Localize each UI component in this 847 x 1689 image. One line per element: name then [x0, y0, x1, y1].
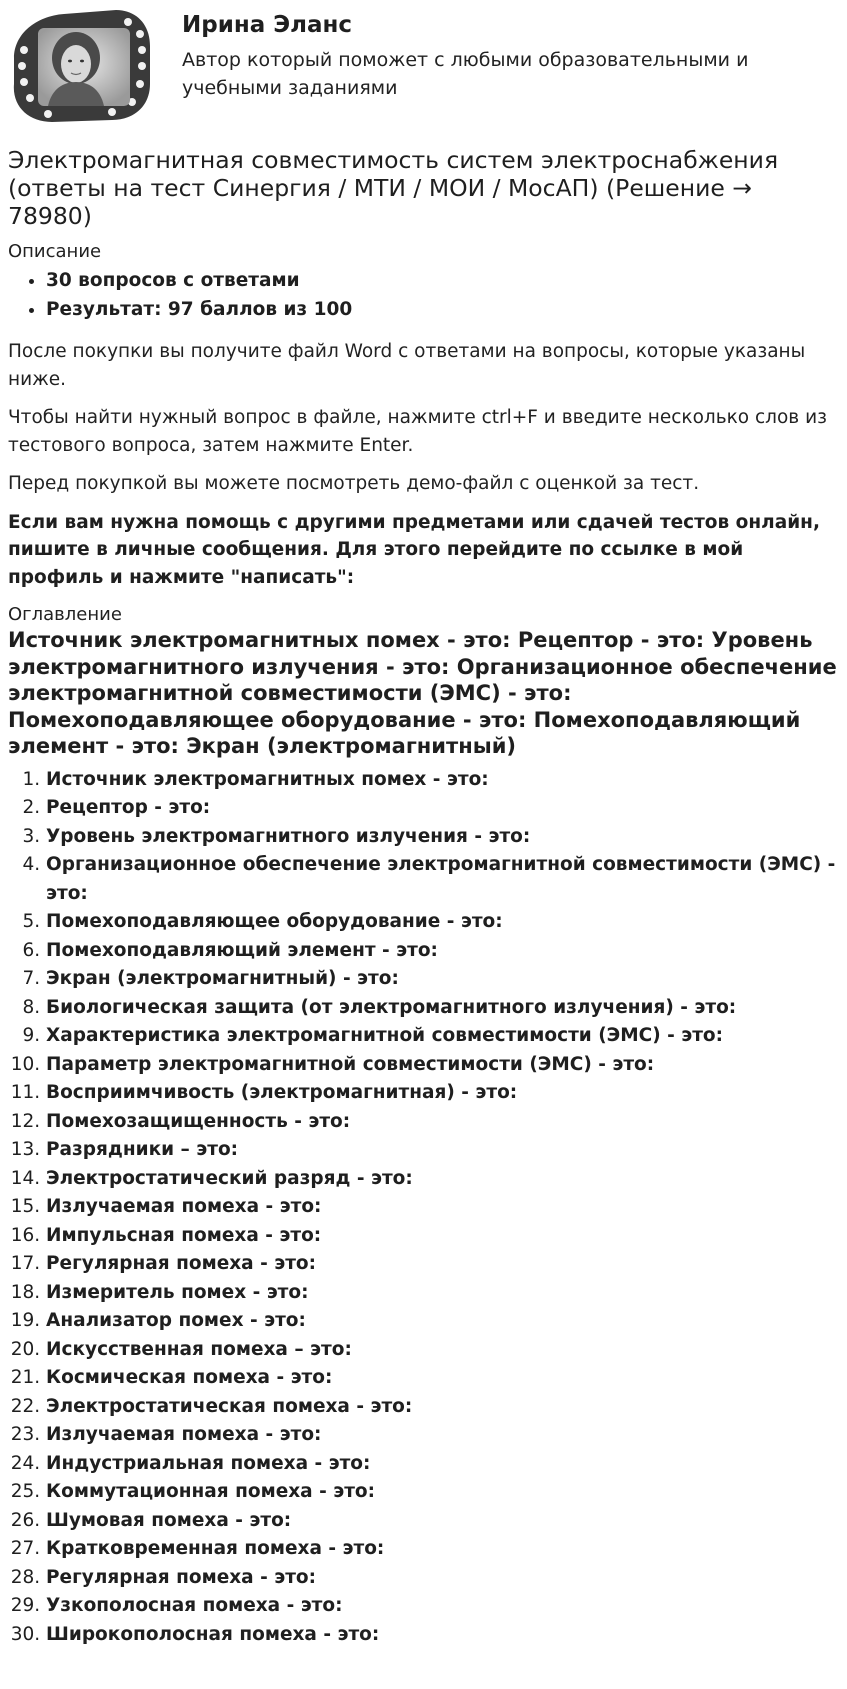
- summary-list: [8, 266, 839, 324]
- help-note: Если вам нужна помощь с другими предметами или сдачей тестов онлайн, пишите в личные сообщения. Для этого перейдите по ссылке в мой профиль и нажмите "написать":: [8, 511, 820, 588]
- toc-label: Оглавление: [8, 604, 122, 625]
- question-item: 26. Шумовая помеха - это:: [46, 1507, 839, 1536]
- description-label: Описание: [8, 241, 102, 262]
- product-page: [8, 0, 839, 1649]
- questions-list: [8, 766, 839, 1650]
- question-item: 2. Рецептор - это:: [46, 794, 839, 823]
- page-title: Электромагнитная совместимость систем электроснабжения (ответы на тест Синергия / МТИ / МОИ / МосАП) (Решение → 78980): [8, 146, 779, 230]
- question-item: 4. Организационное обеспечение электромагнитной совместимости (ЭМС) - это:: [46, 851, 839, 908]
- question-item: 12. Помехозащищенность - это:: [46, 1108, 839, 1137]
- author-card: [8, 0, 839, 130]
- author-name[interactable]: Ирина Эланс: [182, 12, 353, 38]
- question-item: 28. Регулярная помеха - это:: [46, 1564, 839, 1593]
- question-item: 3. Уровень электромагнитного излучения - это:: [46, 823, 839, 852]
- author-avatar[interactable]: [8, 6, 156, 124]
- question-item: 9. Характеристика электромагнитной совместимости (ЭМС) - это:: [46, 1022, 839, 1051]
- toc-heading: Источник электромагнитных помех - это: Рецептор - это: Уровень электромагнитного излучения - это: Организационное обеспечение электромагнитной совместимости (ЭМС) - это: Помехоподавляющее оборудование - это: Помехоподавляющий элемент - это: Экран (электромагнитный): [8, 628, 837, 758]
- question-item: 29. Узкополосная помеха - это:: [46, 1592, 839, 1621]
- question-item: 15. Излучаемая помеха - это:: [46, 1193, 839, 1222]
- question-item: 21. Космическая помеха - это:: [46, 1364, 839, 1393]
- question-item: 30. Широкополосная помеха - это:: [46, 1621, 839, 1650]
- author-description: Автор который поможет с любыми образовательными и учебными заданиями: [182, 49, 749, 99]
- question-item: 14. Электростатический разряд - это:: [46, 1165, 839, 1194]
- question-item: 19. Анализатор помех - это:: [46, 1307, 839, 1336]
- question-item: 16. Импульсная помеха - это:: [46, 1222, 839, 1251]
- question-item: 13. Разрядники – это:: [46, 1136, 839, 1165]
- purchase-info: После покупки вы получите файл Word с ответами на вопросы, которые указаны ниже.: [8, 341, 806, 390]
- question-item: 11. Восприимчивость (электромагнитная) - это:: [46, 1079, 839, 1108]
- question-item: 10. Параметр электромагнитной совместимости (ЭМС) - это:: [46, 1051, 839, 1080]
- demo-info: Перед покупкой вы можете посмотреть демо-файл с оценкой за тест.: [8, 473, 700, 494]
- question-item: 17. Регулярная помеха - это:: [46, 1250, 839, 1279]
- question-item: 25. Коммутационная помеха - это:: [46, 1478, 839, 1507]
- search-tip: Чтобы найти нужный вопрос в файле, нажмите ctrl+F и введите несколько слов из тестового вопроса, затем нажмите Enter.: [8, 407, 827, 456]
- question-item: 7. Экран (электромагнитный) - это:: [46, 965, 839, 994]
- question-item: 22. Электростатическая помеха - это:: [46, 1393, 839, 1422]
- summary-item: • 30 вопросов с ответами: [46, 266, 839, 295]
- question-item: 24. Индустриальная помеха - это:: [46, 1450, 839, 1479]
- question-item: 27. Кратковременная помеха - это:: [46, 1535, 839, 1564]
- question-item: 23. Излучаемая помеха - это:: [46, 1421, 839, 1450]
- question-item: 5. Помехоподавляющее оборудование - это:: [46, 908, 839, 937]
- question-item: 18. Измеритель помех - это:: [46, 1279, 839, 1308]
- question-item: 6. Помехоподавляющий элемент - это:: [46, 937, 839, 966]
- author-info: [182, 10, 832, 102]
- question-item: 8. Биологическая защита (от электромагнитного излучения) - это:: [46, 994, 839, 1023]
- summary-item: • Результат: 97 баллов из 100: [46, 295, 839, 324]
- question-item: 20. Искусственная помеха – это:: [46, 1336, 839, 1365]
- question-item: 1. Источник электромагнитных помех - это:: [46, 766, 839, 795]
